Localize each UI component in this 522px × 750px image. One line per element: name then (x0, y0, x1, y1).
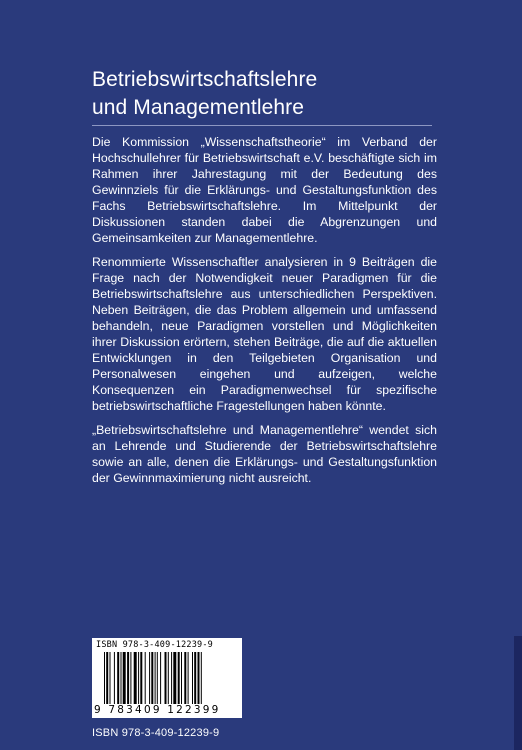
title-line-2: und Managementlehre (92, 96, 305, 119)
blurb-paragraph-2: Renommierte Wissenschaftler analysieren in 9 Beiträgen die Frage nach der Notwendigkeit neuer Paradigmen für die Betriebswirtschaftslehre aus unterschiedlichen Perspektiven. Neben Beiträgen, die das Problem allgemein und umfassend behandeln, neue Paradigmen vorstellen und Möglichkeiten ihrer Diskussion erörtern, stehen Beiträge, die auf die aktuellen Entwicklungen in den Teilgebieten Organisation und Personalwesen eingehen und aufzeigen, welche Konsequenzen ein Paradigmenwechsel für spezifische betriebswirtschaftliche Fragestellungen haben könnte. (92, 255, 437, 413)
title-divider (92, 125, 432, 126)
book-title (92, 66, 492, 122)
title-line-1: Betriebswirtschaftslehre (92, 68, 318, 91)
spine-edge (514, 636, 522, 750)
blurb (92, 134, 437, 494)
isbn-line: ISBN 978-3-409-12239-9 (92, 727, 220, 739)
barcode-ean-digits: 9 783409 122399 (94, 704, 221, 716)
blurb-paragraph-3: „Betriebswirtschaftslehre und Managementlehre“ wendet sich an Lehrende und Studierende der Betriebswirtschaftslehre sowie an alle, denen die Erklärungs- und Gestaltungsfunktion der Gewinnmaximierung nicht ausreicht. (92, 423, 437, 485)
barcode-label (92, 638, 242, 718)
barcode-bars (104, 652, 236, 704)
barcode-isbn-text: ISBN 978-3-409-12239-9 (96, 640, 213, 650)
blurb-paragraph-1: Die Kommission „Wissenschaftstheorie“ im Verband der Hochschullehrer für Betriebswirtschaft e.V. beschäftigte sich im Rahmen ihrer Jahrestagung mit der Bedeutung des Gewinnziels für die Erklärungs- und Gestaltungsfunktion des Fachs Betriebswirtschaftslehre. Im Mittelpunkt der Diskussionen standen dabei die Abgrenzungen und Gemeinsamkeiten zur Managementlehre. (92, 135, 437, 245)
